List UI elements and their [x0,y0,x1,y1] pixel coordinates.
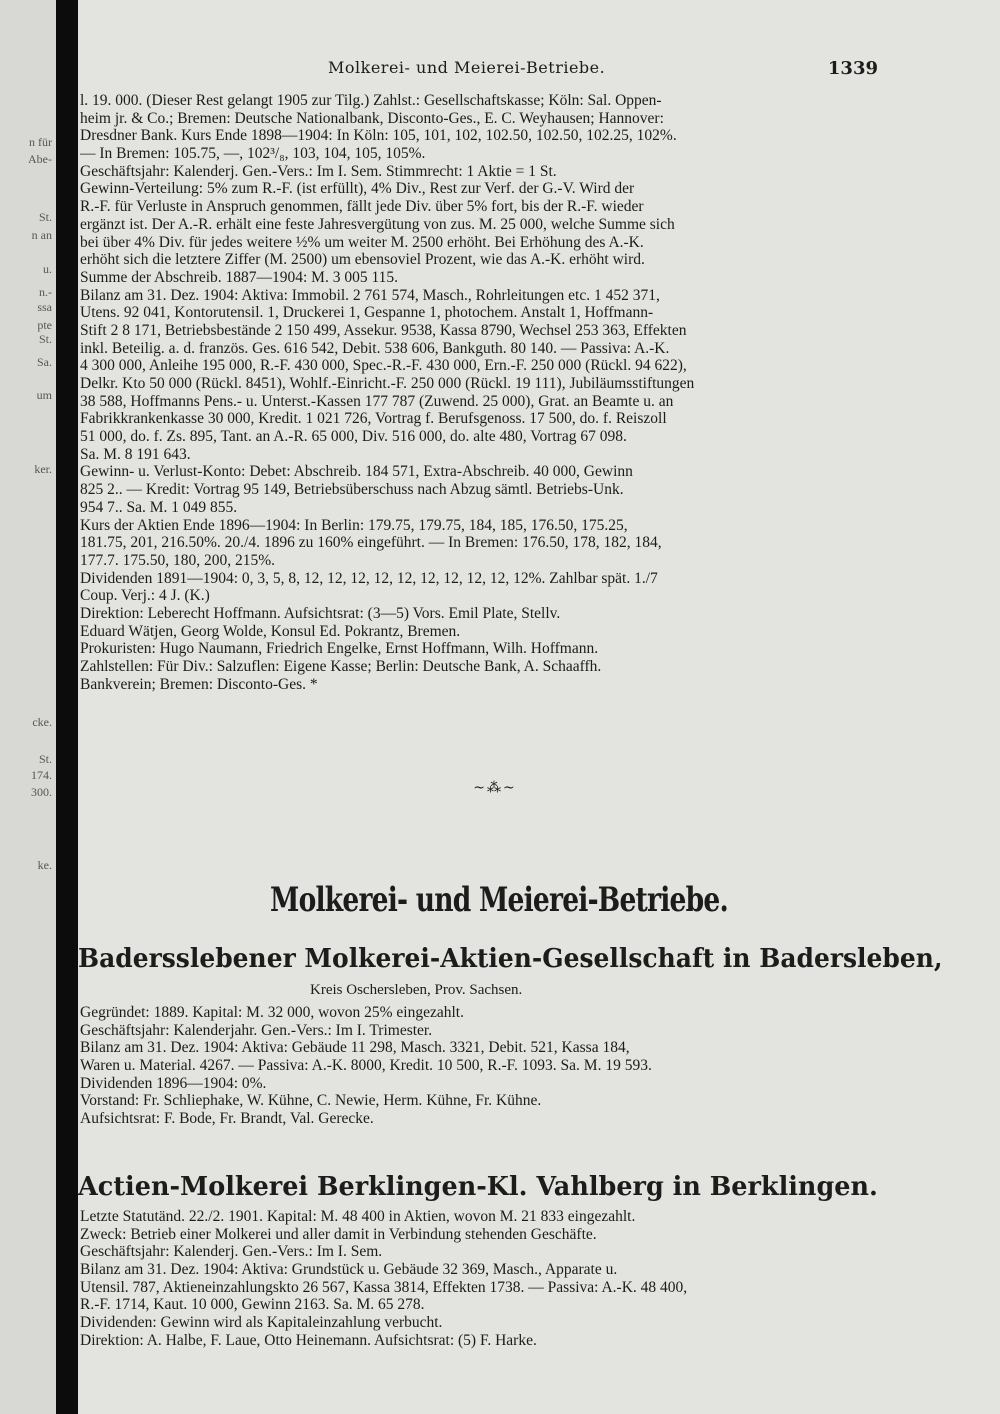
text-line: Direktion: Leberecht Hoffmann. Aufsichtsrat: (3—5) Vors. Emil Plate, Stellv. [80,604,561,622]
text-line: Coup. Verj.: 4 J. (K.) [80,587,210,605]
text-line: R.-F. 1714, Kaut. 10 000, Gewinn 2163. Sa. M. 65 278. [80,1296,425,1314]
continued-company-entry [80,92,880,693]
margin-fragment: cke. [32,715,52,729]
text-line: Prokuristen: Hugo Naumann, Friedrich Engelke, Ernst Hoffmann, Wilh. Hoffmann. [80,640,599,658]
company-location: Kreis Oschersleben, Prov. Sachsen. [310,982,523,998]
margin-fragment: St. [38,752,52,766]
section-divider-ornament: ~⁂~ [473,780,517,796]
text-line: Delkr. Kto 50 000 (Rückl. 8451), Wohlf.-Einricht.-F. 250 000 (Rückl. 19 111), Jubiläumsstiftungen [80,375,695,392]
company-entry-badersleben [80,1004,880,1128]
text-line: Zweck: Betrieb einer Molkerei und aller damit in Verbindung stehenden Geschäfte. [80,1225,597,1243]
margin-fragment: pte [37,318,52,332]
margin-fragment: St. [38,210,52,224]
margin-fragment: um [36,388,52,402]
text-line: Stift 2 8 171, Betriebsbestände 2 150 499, Assekur. 9538, Kassa 8790, Wechsel 253 363, Effekten [80,321,687,339]
margin-fragment: ke. [37,858,52,872]
margin-fragment: 300. [31,785,52,799]
text-line: Bilanz am 31. Dez. 1904: Aktiva: Grundstück u. Gebäude 32 369, Masch., Apparate u. [80,1261,618,1279]
margin-fragment: n für [29,135,52,149]
margin-fragment: 174. [31,768,52,782]
text-line: Geschäftsjahr: Kalenderj. Gen.-Vers.: Im I. Sem. [80,1243,383,1261]
text-line: Geschäftsjahr: Kalenderj. Gen.-Vers.: Im I. Sem. Stimmrecht: 1 Aktie = 1 St. [80,162,557,180]
text-line: Bilanz am 31. Dez. 1904: Aktiva: Gebäude 11 298, Masch. 3321, Debit. 521, Kassa 184, [80,1039,630,1057]
text-line: Gewinn- u. Verlust-Konto: Debet: Abschreib. 184 571, Extra-Abschreib. 40 000, Gewinn [80,463,633,481]
text-line: — In Bremen: 105.75, —, 102³/₈, 103, 104, 105, 105%. [80,145,426,163]
text-line: Geschäftsjahr: Kalenderjahr. Gen.-Vers.: Im I. Trimester. [80,1021,433,1039]
text-line: inkl. Beteilig. a. d. französ. Ges. 616 542, Debit. 538 606, Bankguth. 80 140. — Passiva: A.-K. [80,339,670,357]
text-line: 825 2.. — Kredit: Vortrag 95 149, Betriebsüberschuss nach Abzug sämtl. Betriebs-Unk. [80,481,624,499]
text-line: Vorstand: Fr. Schliephake, W. Kühne, C. Newie, Herm. Kühne, Fr. Kühne. [80,1092,542,1110]
page-number: 1339 [827,58,878,79]
text-line: Utensil. 787, Aktieneinzahlungskto 26 567, Kassa 3814, Effekten 1738. — Passiva: A.-K. 48 400, [80,1278,688,1296]
text-line: Aufsichtsrat: F. Bode, Fr. Brandt, Val. Gerecke. [80,1110,374,1128]
text-line: erhöht sich die letztere Ziffer (M. 2500) um ebensoviel Prozent, wie das A.-K. erhöht wird. [80,251,645,269]
page-header [78,58,878,84]
text-line: Sa. M. 8 191 643. [80,445,191,463]
running-head: Molkerei- und Meierei-Betriebe. [328,58,606,77]
text-line: Kurs der Aktien Ende 1896—1904: In Berlin: 179.75, 179.75, 184, 185, 176.50, 175.25, [80,516,628,534]
text-line: Letzte Statutänd. 22./2. 1901. Kapital: M. 48 400 in Aktien, wovon M. 21 833 eingezahlt. [80,1208,636,1225]
text-line: Gewinn-Verteilung: 5% zum R.-F. (ist erfüllt), 4% Div., Rest zur Verf. der G.-V. Wird der [80,180,635,198]
company-title-badersleben: Badersslebener Molkerei-Aktien-Gesellschaft in Badersleben, [78,944,943,974]
text-line: Zahlstellen: Für Div.: Salzuflen: Eigene Kasse; Berlin: Deutsche Bank, A. Schaaffh. [80,658,602,675]
text-line: Utens. 92 041, Kontorutensil. 1, Druckerei 1, Gespanne 1, photochem. Anstalt 1, Hoffmann- [80,304,654,322]
text-line: 38 588, Hoffmanns Pens.- u. Unterst.-Kassen 177 787 (Zuwend. 25 000), Grat. an Beamte u. an [80,392,674,410]
text-line: Summe der Abschreib. 1887—1904: M. 3 005 115. [80,268,399,286]
margin-fragment: St. [38,332,52,346]
text-line: bei über 4% Div. für jedes weitere ½% um weiter M. 2500 erhöht. Bei Erhöhung des A.-K. [80,233,644,251]
margin-fragment: Sa. [37,355,52,369]
text-line: Fabrikkrankenkasse 30 000, Kredit. 1 021 726, Vortrag f. Berufsgenoss. 17 500, do. f. Reiszoll [80,410,667,428]
company-title-berklingen: Actien-Molkerei Berklingen-Kl. Vahlberg in Berklingen. [78,1172,878,1202]
text-line: ergänzt ist. Der A.-R. erhält eine feste Jahresvergütung von zus. M. 25 000, welche Summe sich [80,215,675,233]
book-spine-shadow [56,0,78,1414]
company-entry-berklingen [80,1208,880,1350]
margin-fragment: Abe- [28,152,52,166]
text-line: R.-F. für Verluste in Anspruch genommen, fällt jede Div. über 5% fort, bis der R.-F. wieder [80,198,644,216]
text-line: 954 7.. Sa. M. 1 049 855. [80,498,238,516]
margin-fragment: ssa [37,300,52,314]
text-line: Direktion: A. Halbe, F. Laue, Otto Heinemann. Aufsichtsrat: (5) F. Harke. [80,1331,537,1349]
margin-fragment: u. [43,262,52,276]
text-line: 4 300 000, Anleihe 195 000, R.-F. 430 000, Spec.-R.-F. 430 000, Ern.-F. 250 000 (Rückl. 94 622), [80,357,687,375]
text-line: Dresdner Bank. Kurs Ende 1898—1904: In Köln: 105, 101, 102, 102.50, 102.50, 102.25, 102%. [80,127,677,145]
text-line: Dividenden 1896—1904: 0%. [80,1074,267,1092]
text-line: Bilanz am 31. Dez. 1904: Aktiva: Immobil. 2 761 574, Masch., Rohrleitungen etc. 1 452 371, [80,286,660,304]
text-line: heim jr. & Co.; Bremen: Deutsche Nationalbank, Disconto-Ges., E. C. Weyhausen; Hannover: [80,109,664,127]
margin-fragment: ker. [34,462,52,476]
margin-fragment: n.- [39,285,52,299]
text-line: Waren u. Material. 4267. — Passiva: A.-K. 8000, Kredit. 10 500, R.-F. 1093. Sa. M. 19 593. [80,1057,652,1075]
section-title: Molkerei- und Meierei-Betriebe. [270,880,728,920]
text-line: 177.7. 175.50, 180, 200, 215%. [80,551,276,569]
margin-fragment: n an [31,228,52,242]
text-line: Eduard Wätjen, Georg Wolde, Konsul Ed. Pokrantz, Bremen. [80,622,461,640]
text-line: Dividenden: Gewinn wird als Kapitaleinzahlung verbucht. [80,1314,443,1332]
text-line: Bankverein; Bremen: Disconto-Ges. * [80,675,318,693]
text-line: l. 19. 000. (Dieser Rest gelangt 1905 zur Tilg.) Zahlst.: Gesellschaftskasse; Köln: Sal. Oppen- [80,92,662,109]
text-line: Gegründet: 1889. Kapital: M. 32 000, wovon 25% eingezahlt. [80,1004,464,1021]
text-line: 181.75, 201, 216.50%. 20./4. 1896 zu 160% eingeführt. — In Bremen: 176.50, 178, 182, 184, [80,534,662,552]
text-line: 51 000, do. f. Zs. 895, Tant. an A.-R. 65 000, Div. 516 000, do. alte 480, Vortrag 67 098. [80,428,627,446]
text-line: Dividenden 1891—1904: 0, 3, 5, 8, 12, 12, 12, 12, 12, 12, 12, 12, 12, 12%. Zahlbar spät. 1./7 [80,569,658,587]
